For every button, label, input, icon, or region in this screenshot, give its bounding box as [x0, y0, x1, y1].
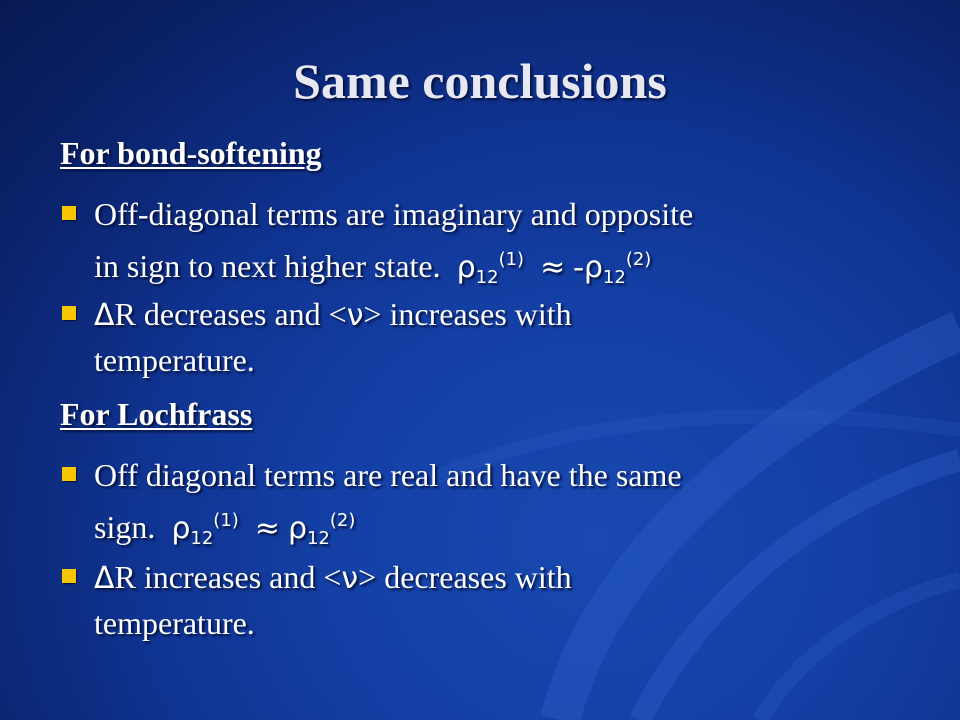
slide-title: Same conclusions	[293, 53, 667, 109]
bullet-line	[62, 555, 874, 601]
superscript: (1)	[213, 510, 239, 531]
bullet-text: R increases and <	[114, 559, 342, 595]
subscript: 12	[475, 267, 499, 288]
nu-symbol: ν	[346, 298, 364, 333]
bullet-text: > decreases with	[358, 559, 572, 595]
rho-symbol: ρ	[583, 250, 603, 285]
bullet-line	[62, 498, 874, 561]
nu-symbol: ν	[341, 561, 359, 596]
rho-symbol: ρ	[456, 250, 476, 285]
section-heading-lochfrass: For Lochfrass	[60, 396, 253, 432]
approx-symbol: ≈	[254, 511, 280, 546]
section-heading-bond-softening: For bond-softening	[60, 135, 322, 171]
bullet-line	[62, 292, 874, 338]
bullet-line: temperature.	[94, 342, 255, 378]
square-bullet-icon	[62, 569, 76, 583]
bullet-item	[62, 192, 874, 300]
superscript: (1)	[498, 249, 525, 270]
bullet-text: in sign to next higher state.	[94, 248, 441, 284]
delta-symbol: Δ	[94, 298, 115, 333]
bullet-item	[62, 292, 874, 383]
approx-symbol: ≈	[540, 250, 566, 285]
negative-sign: -	[573, 248, 584, 284]
subscript: 12	[190, 528, 214, 549]
bullet-line: Off-diagonal terms are imaginary and opposite	[94, 196, 694, 232]
bullet-item	[62, 555, 874, 646]
superscript: (2)	[329, 510, 356, 531]
bullet-text: sign.	[94, 509, 156, 545]
delta-symbol: Δ	[94, 561, 115, 596]
subscript: 12	[602, 267, 626, 288]
bullet-line: Off diagonal terms are real and have the same	[94, 457, 682, 493]
bullet-text: > increases with	[363, 296, 572, 332]
bullet-line	[62, 237, 874, 300]
square-bullet-icon	[62, 306, 76, 320]
superscript: (2)	[625, 249, 652, 270]
rho-symbol: ρ	[287, 511, 307, 546]
bullet-text: R decreases and <	[114, 296, 347, 332]
rho-symbol: ρ	[171, 511, 191, 546]
square-bullet-icon	[62, 467, 76, 481]
square-bullet-icon	[62, 206, 76, 220]
subscript: 12	[306, 528, 330, 549]
bullet-line: temperature.	[94, 605, 255, 641]
bullet-item	[62, 453, 874, 561]
